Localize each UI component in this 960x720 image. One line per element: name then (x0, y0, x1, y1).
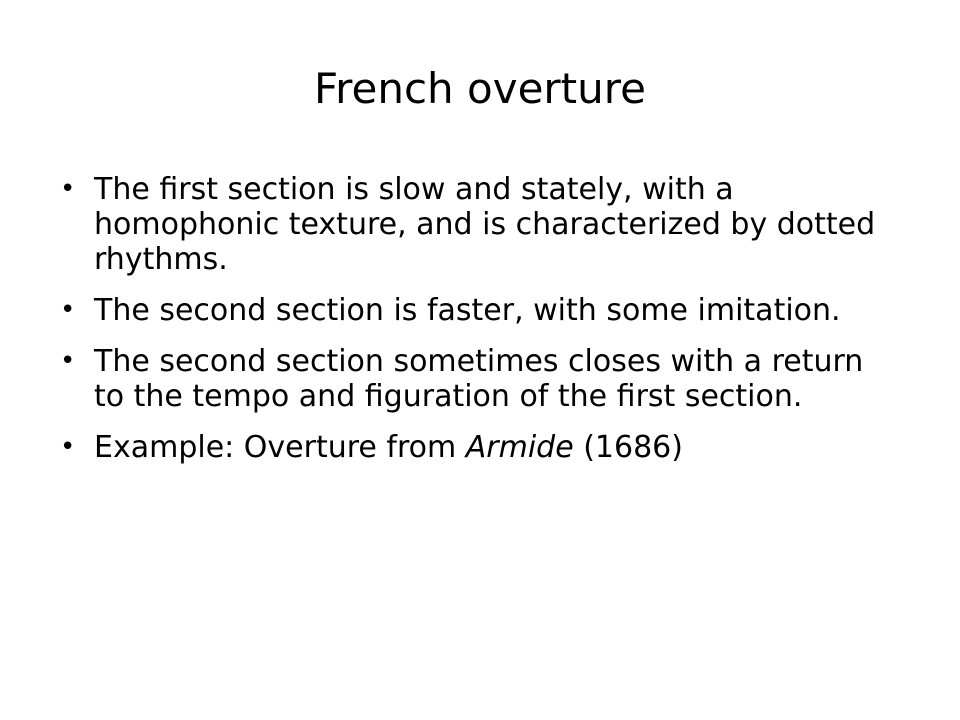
example-prefix: Example: Overture from (94, 430, 466, 465)
bullet-item (60, 293, 890, 328)
example-work-title: Armide (465, 430, 574, 465)
bullet-icon: • (60, 432, 76, 462)
example-suffix: (1686) (573, 430, 683, 465)
slide-title: French overture (314, 64, 646, 113)
bullet-icon: • (60, 346, 76, 376)
bullet-text: The second section sometimes closes with a return to the tempo and figuration of the first section. (94, 344, 864, 414)
bullet-text: The first section is slow and stately, with a homophonic texture, and is characterized by dotted rhythms. (94, 172, 876, 277)
bullet-icon: • (60, 174, 76, 204)
bullet-text (94, 430, 890, 465)
bullet-icon: • (60, 295, 76, 325)
bullet-list (60, 172, 890, 481)
bullet-item (60, 430, 890, 465)
bullet-text: The second section is faster, with some imitation. (94, 293, 841, 328)
bullet-item (60, 344, 890, 414)
bullet-item (60, 172, 890, 277)
